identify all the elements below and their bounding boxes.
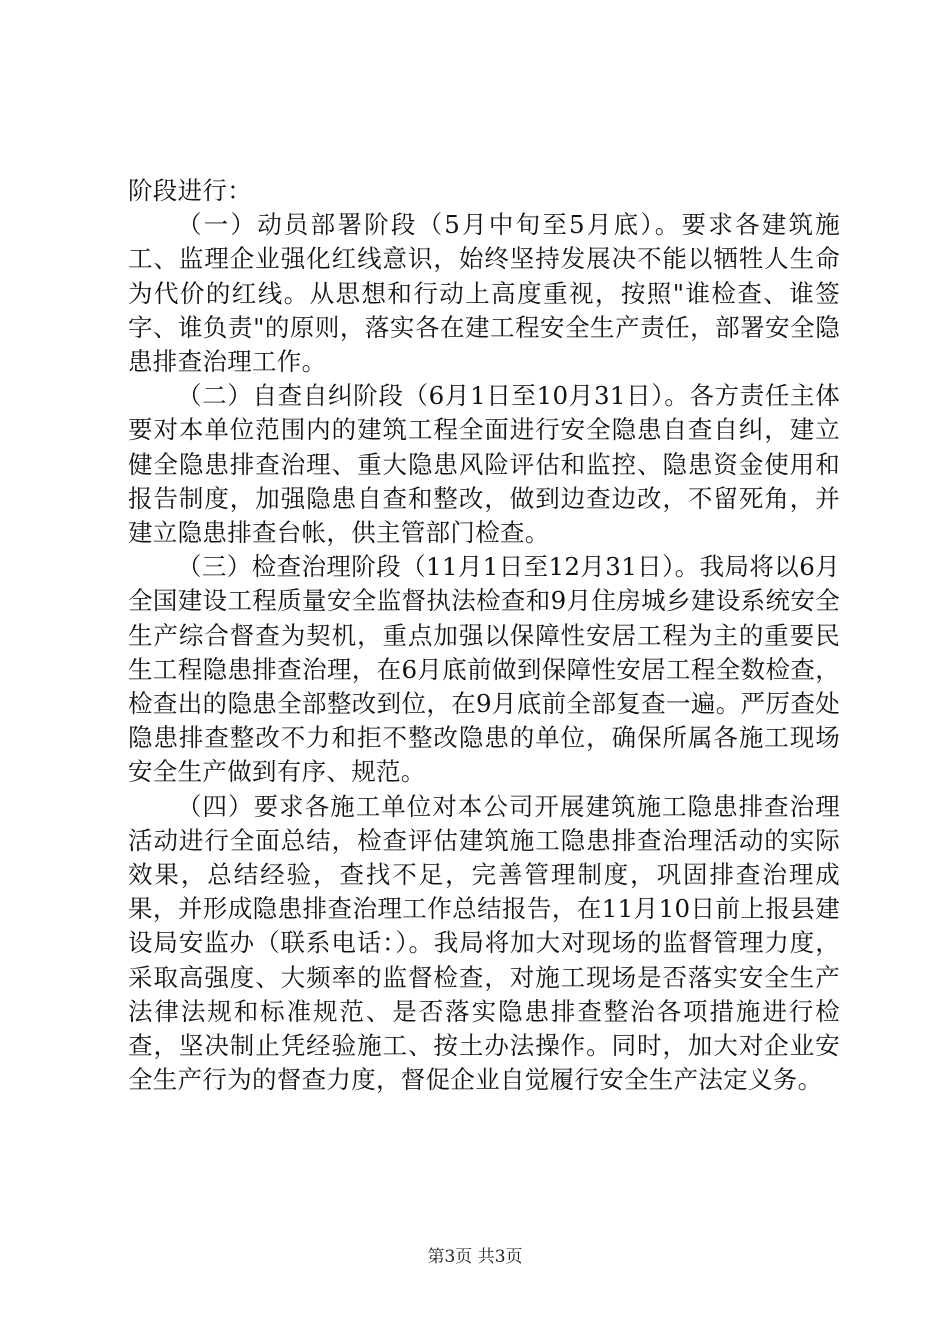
paragraph-stage-2: （二）自查自纠阶段（6月1日至10月31日）。各方责任主体要对本单位范围内的建筑工程全面进行安全隐患自查自纠，建立健全隐患排查治理、重大隐患风险评估和监控、隐患资金使用和报告制度，加强隐患自查和整改，做到边查边改，不留死角，并建立隐患排查台帐，供主管部门检查。 <box>128 381 840 548</box>
paragraph-stage-1: （一）动员部署阶段（5月中旬至5月底）。要求各建筑施工、监理企业强化红线意识，始终坚持发展决不能以牺牲人生命为代价的红线。从思想和行动上高度重视，按照"谁检查、谁签字、谁负责"的原则，落实各在建工程安全生产责任，部署安全隐患排查治理工作。 <box>128 210 840 377</box>
paragraph-stage-3: （三）检查治理阶段（11月1日至12月31日）。我局将以6月全国建设工程质量安全监督执法检查和9月住房城乡建设系统安全生产综合督查为契机，重点加强以保障性安居工程为主的重要民生工程隐患排查治理，在6月底前做到保障性安居工程全数检查，检查出的隐患全部整改到位，在9月底前全部复查一遍。严厉查处隐患排查整改不力和拒不整改隐患的单位，确保所属各施工现场安全生产做到有序、规范。 <box>128 552 840 787</box>
paragraph-continuation: 阶段进行： <box>128 176 252 205</box>
paragraph-stage-4: （四）要求各施工单位对本公司开展建筑施工隐患排查治理活动进行全面总结，检查评估建筑施工隐患排查治理活动的实际效果，总结经验，查找不足，完善管理制度，巩固排查治理成果，并形成隐患排查治理工作总结报告，在11月10日前上报县建设局安监办（联系电话：）。我局将加大对现场的监督管理力度，采取高强度、大频率的监督检查，对施工现场是否落实安全生产法律法规和标准规范、是否落实隐患排查整治各项措施进行检查，坚决制止凭经验施工、按土办法操作。同时，加大对企业安全生产行为的督查力度，督促企业自觉履行安全生产法定义务。 <box>128 791 840 1095</box>
document-body <box>128 174 840 1097</box>
page-number-footer: 第3页 共3页 <box>427 1247 523 1267</box>
